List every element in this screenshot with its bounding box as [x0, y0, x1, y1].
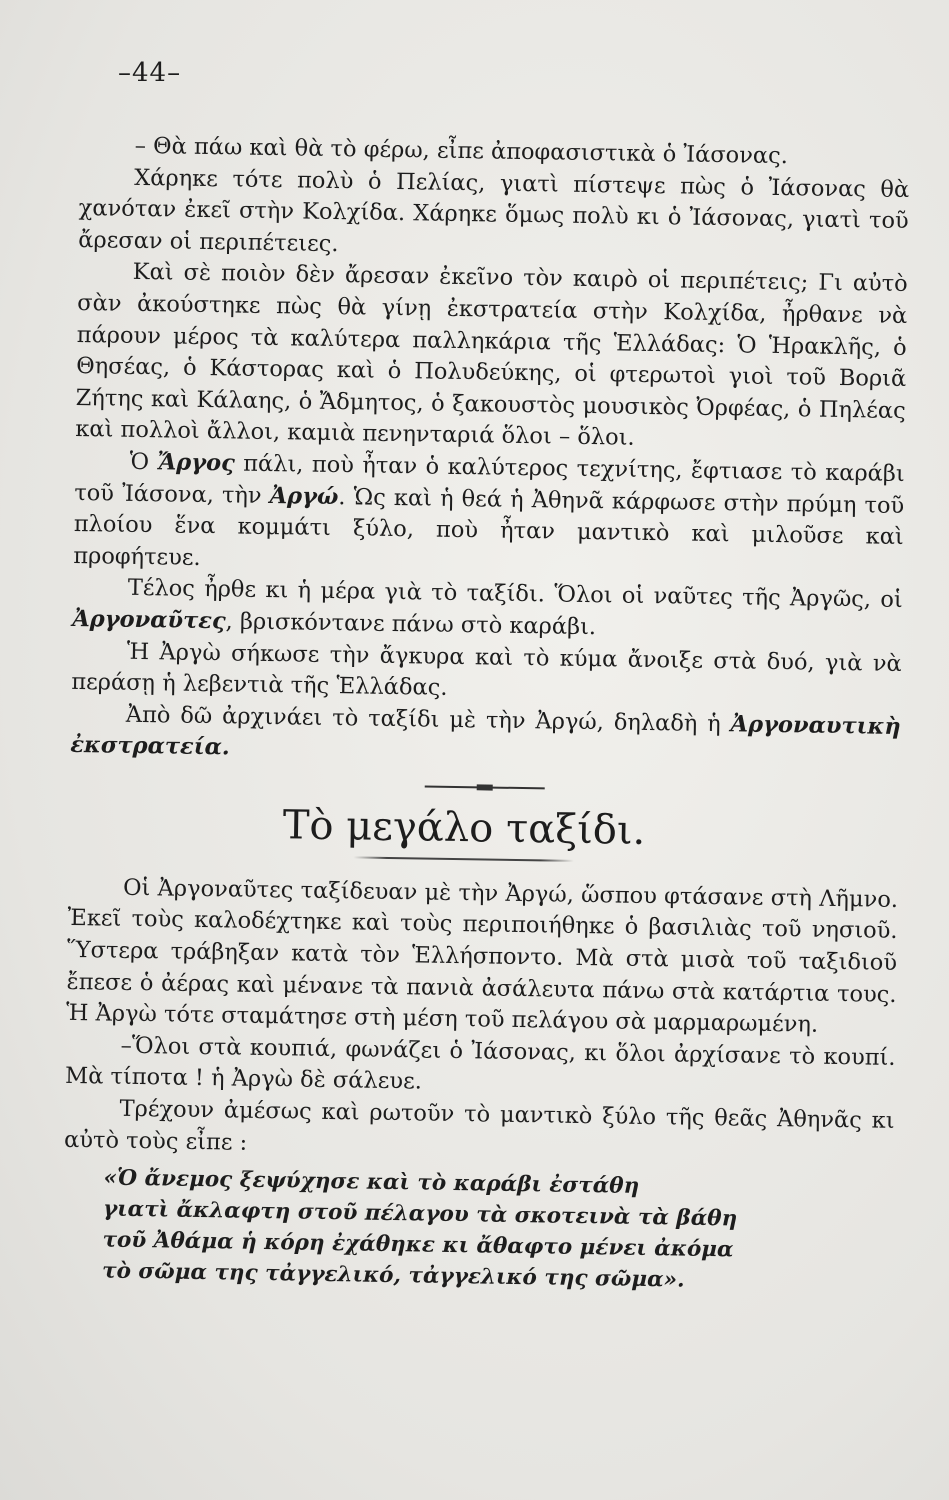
paragraph-start — [70, 699, 901, 775]
argonauts-name: Ἀργοναῦτες — [72, 605, 226, 635]
verse-line: «Ὁ ἄνεμος ξεψύχησε καὶ τὸ καράβι ἐστάθη — [103, 1165, 640, 1200]
heading-underline — [354, 856, 574, 861]
paragraph-journey: Οἱ Ἀργοναῦτες ταξίδευαν μὲ τὴν Ἀργώ, ὥσπου φτάσανε στὴ Λῆμνο. Ἐκεῖ τοὺς καλοδέχτηκε καὶ τοὺς περιποιήθηκε ὁ βασιλιὰς τοῦ νησιοῦ. Ὕστερα τράβηξαν κατὰ τὸν Ἑλλήσποντο. Μὰ στὰ μισὰ τοῦ ταξιδιοῦ ἔπεσε ὁ ἀέρας καὶ μένανε τὰ πανιὰ ἀσάλευτα πάνω στὰ κατάρτια τους. Ἡ Ἀργὼ τότε σταμάτησε στὴ μέση τοῦ πελάγου σὰ μαρμαρωμένη. — [65, 874, 899, 1038]
paragraph-2: Χάρηκε τότε πολὺ ὁ Πελίας, γιατὶ πίστεψε πὼς ὁ Ἰάσονας θὰ χανόταν ἐκεῖ στὴν Κολχίδα. Χάρηκε ὅμως πολὺ κι ὁ Ἰάσονας, γιατὶ τοῦ ἄρεσαν οἱ περιπέτειες. — [78, 164, 910, 257]
oracle-verse — [102, 1163, 894, 1299]
argonauts-start: Τέλος ἦρθε κι ἡ μέρα γιὰ τὸ ταξίδι. Ὅλοι οἱ ναῦτες τῆς Ἀργῶς, οἱ — [127, 575, 903, 614]
argos-name: Ἄργος — [157, 449, 236, 477]
start-text: Ἀπὸ δῶ ἀρχινάει τὸ ταξίδι μὲ τὴν Ἀργώ, δηλαδὴ ἡ — [125, 701, 731, 737]
page-body — [62, 130, 910, 1299]
argos-middle-2: . Ὡς καὶ ἡ θεά ἡ Ἀθηνᾶ κάρφωσε στὴν πρύμη τοῦ πλοίου ἕνα κομμάτι ξύλο, ποὺ ἦταν μαντικὸ καὶ μιλοῦσε καὶ προφήτευε. — [73, 483, 905, 571]
section-divider — [425, 785, 545, 789]
paragraph-oracle: Τρέχουν ἀμέσως καὶ ρωτοῦν τὸ μαντικὸ ξύλο τῆς θεᾶς Ἀθηνᾶς κι αὐτὸ τοὺς εἶπε : — [63, 1095, 895, 1156]
verse-line: τὸ σῶμα της τἀγγελικό, τἀγγελικό της σῶμα». — [101, 1258, 685, 1293]
argos-start: Ὁ — [129, 448, 158, 476]
paragraph-1: – Θὰ πάω καὶ θὰ τὸ φέρω, εἶπε ἀποφασιστικὰ ὁ Ἰάσονας. — [134, 132, 789, 170]
expedition-name: Ἀργοναυτικὴ ἐκστρατεία. — [70, 710, 901, 761]
paragraph-3: Καὶ σὲ ποιὸν δὲν ἄρεσαν ἐκεῖνο τὸν καιρὸ οἱ περιπέτεις; Γι αὐτὸ σὰν ἀκούστηκε πὼς θὰ γίνῃ ἐκστρατεία στὴν Κολχίδα, ἦρθανε νὰ πάρουν μέρος τὰ καλύτερα παλληκάρια τῆς Ἑλλάδας: Ὁ Ἡρακλῆς, ὁ Θησέας, ὁ Κάστορας καὶ ὁ Πολυδεύκης, οἱ φτερωτοὶ γιοὶ τοῦ Βοριᾶ Ζήτης καὶ Κάλαης, ὁ Ἄδμητος, ὁ ξακουστὸς μουσικὸς Ὀρφέας, ὁ Πηλέας καὶ πολλοὶ ἄλλοι, καμιὰ πενηνταριά ὅλοι – ὅλοι. — [75, 259, 908, 452]
paragraph-anchor: Ἡ Ἀργὼ σήκωσε τὴν ἄγκυρα καὶ τὸ κύμα ἄνοιξε στὰ δυό, γιὰ νὰ περάσῃ ἡ λεβεντιὰ τῆς Ἑλλάδας. — [71, 638, 902, 701]
argonauts-end: , βρισκόντανε πάνω στὸ καράβι. — [225, 608, 597, 641]
paragraph-argos — [73, 446, 905, 585]
page-number: –44– — [118, 58, 182, 88]
paragraph-oars: –Ὅλοι στὰ κουπιά, φωνάζει ὁ Ἰάσονας, κι ὅλοι ἀρχίσανε τὸ κουπί. Μὰ τίποτα ! ἡ Ἀργὼ δὲ σάλευε. — [64, 1032, 896, 1095]
verse-line: γιατὶ ἄκλαφτη στοῦ πέλαγου τὰ σκοτεινὰ τὰ βάθη — [102, 1196, 738, 1232]
verse-line: τοῦ Ἀθάμα ἡ κόρη ἐχάθηκε κι ἄθαφτο μένει ἀκόμα — [102, 1227, 734, 1263]
section-heading: Τὸ μεγάλο ταξίδι. — [282, 802, 646, 854]
argo-name: Ἀργώ — [269, 482, 339, 510]
argos-middle-1: πάλι, ποὺ ἦταν ὁ καλύτερος τεχνίτης, ἔφτιασε τὸ καράβι τοῦ Ἰάσονα, τὴν — [74, 450, 905, 509]
